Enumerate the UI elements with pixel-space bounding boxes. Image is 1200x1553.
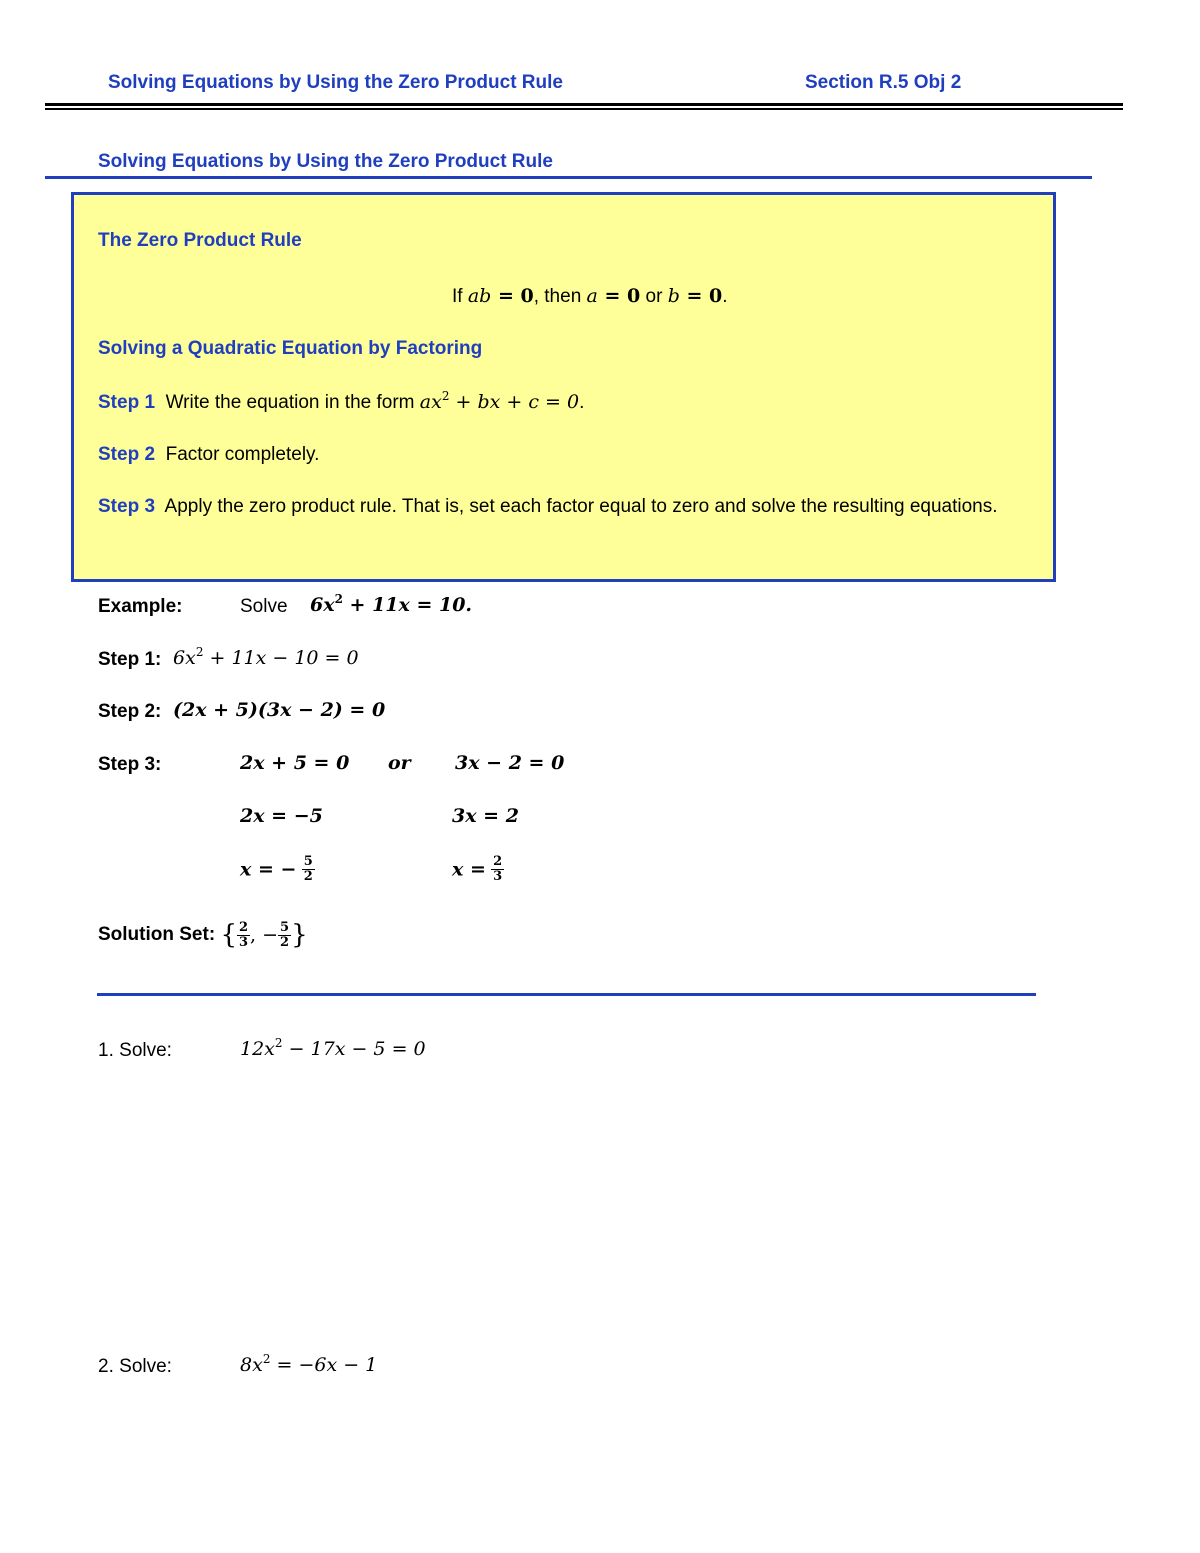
- rule-statement: If ab = 0, then a = 0 or b = 0.: [452, 285, 728, 307]
- example-row3-right: x = $\frac{2}{3}$: [452, 854, 503, 884]
- example-step1-label: Step 1:: [98, 649, 162, 670]
- fraction: $\frac{2}{3}$: [493, 854, 503, 884]
- solution-set: Solution Set: { $\frac{2}{3}$ , − $\frac{5}{2}$ }: [98, 919, 308, 950]
- header-title: Solving Equations by Using the Zero Product Rule: [108, 72, 563, 93]
- problem-1-label: 1. Solve:: [98, 1040, 172, 1061]
- problem-2-equation: $8x^2 = -6x - 1$: [240, 1352, 378, 1376]
- example-divider: [97, 993, 1036, 996]
- example-equation: $6x^2 + 11x = 10$.: [310, 592, 473, 616]
- example-step2-label: Step 2:: [98, 701, 162, 722]
- rule-step-1: Step 1 Write the equation in the form $ax^2$ + bx + c = 0.: [98, 389, 585, 413]
- rule-step-3: Step 3 Apply the zero product rule. That is, set each factor equal to zero and solve the resulting equations.: [98, 496, 998, 517]
- example-row3-left: x = − $\frac{5}{2}$: [240, 854, 313, 884]
- example-step1-equation: $6x^2 + 11x - 10 = 0$: [173, 645, 359, 669]
- rule-subtitle: Solving a Quadratic Equation by Factoring: [98, 338, 483, 359]
- example-solve-word: Solve: [240, 596, 288, 617]
- fraction: $\frac{5}{2}$: [303, 854, 313, 884]
- header-section: Section R.5 Obj 2: [805, 72, 962, 93]
- example-step3-or: or: [388, 752, 411, 774]
- rule-title: The Zero Product Rule: [98, 230, 302, 251]
- header-rule-bottom: [45, 108, 1123, 110]
- zero-product-rule-box: [71, 192, 1056, 582]
- example-step3-right: 3x − 2 = 0: [455, 752, 565, 774]
- rule-step-2: Step 2 Factor completely.: [98, 444, 320, 465]
- section-title: Solving Equations by Using the Zero Product Rule: [98, 151, 553, 172]
- example-label: Example:: [98, 596, 183, 617]
- fraction: $\frac{5}{2}$: [280, 919, 290, 950]
- problem-1-equation: $12x^2 - 17x - 5 = 0$: [240, 1036, 426, 1060]
- example-step3-left: 2x + 5 = 0: [240, 752, 350, 774]
- example-row2-right: 3x = 2: [452, 805, 519, 827]
- example-row2-left: 2x = −5: [240, 805, 323, 827]
- section-underline: [45, 176, 1092, 179]
- problem-2-label: 2. Solve:: [98, 1356, 172, 1377]
- example-step3-label: Step 3:: [98, 754, 162, 775]
- fraction: $\frac{2}{3}$: [238, 919, 249, 950]
- example-step2-equation: (2x + 5)(3x − 2) = 0: [173, 699, 386, 721]
- header-rule-top: [45, 103, 1123, 106]
